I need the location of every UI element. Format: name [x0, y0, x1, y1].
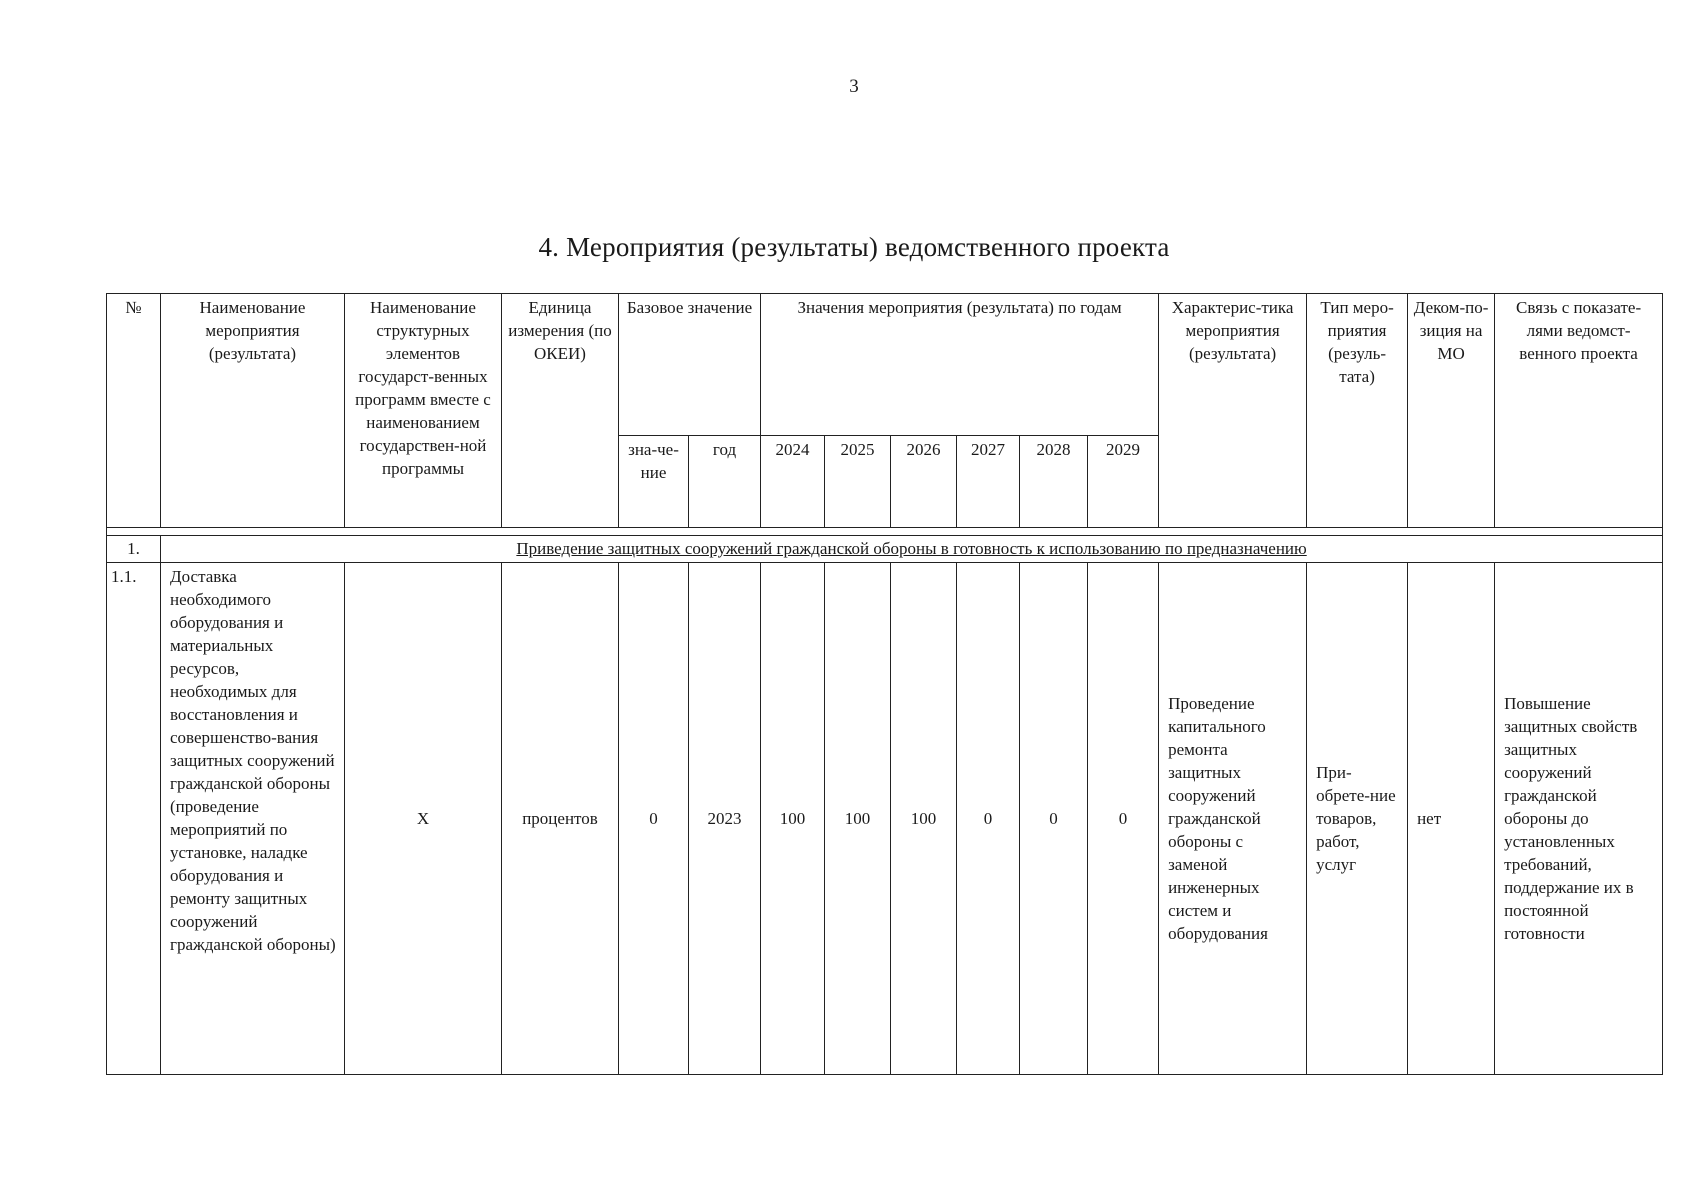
section-title-text: Приведение защитных сооружений гражданской обороны в готовность к использованию по предназначению [516, 539, 1307, 558]
header-year-2029: 2029 [1088, 436, 1159, 528]
row-decomposition: нет [1408, 563, 1495, 1075]
header-year-2027: 2027 [957, 436, 1020, 528]
table-row [107, 563, 1663, 1075]
row-base-value: 0 [619, 563, 689, 1075]
section-row [107, 536, 1663, 563]
header-name: Наименование мероприятия (результата) [161, 294, 345, 528]
header-row-1 [107, 294, 1663, 436]
header-type: Тип меро-приятия (резуль-тата) [1307, 294, 1408, 528]
section-title [161, 536, 1663, 563]
row-link: Повышение защитных свойств защитных сооружений гражданской обороны до установленных требований, поддержание их в постоянной готовности [1495, 563, 1663, 1075]
header-base-value-value: зна-че-ние [619, 436, 689, 528]
header-year-2024: 2024 [761, 436, 825, 528]
row-value-2027: 0 [957, 563, 1020, 1075]
row-unit: процентов [502, 563, 619, 1075]
section-num: 1. [107, 536, 161, 563]
row-structural-elements: Х [345, 563, 502, 1075]
row-characteristic: Проведение капитального ремонта защитных сооружений гражданской обороны с заменой инженерных систем и оборудования [1159, 563, 1307, 1075]
header-link: Связь с показате-лями ведомст-венного проекта [1495, 294, 1663, 528]
row-type: При-обрете-ние товаров, работ, услуг [1307, 563, 1408, 1075]
row-name: Доставка необходимого оборудования и материальных ресурсов, необходимых для восстановления и совершенство-вания защитных сооружений гражданской обороны (проведение мероприятий по установке, наладке оборудования и ремонту защитных сооружений гражданской обороны) [161, 563, 345, 1075]
header-decomposition: Деком-по-зиция на МО [1408, 294, 1495, 528]
header-values-by-year: Значения мероприятия (результата) по годам [761, 294, 1159, 436]
page-title: 4. Мероприятия (результаты) ведомственного проекта [538, 232, 1170, 262]
row-value-2026: 100 [891, 563, 957, 1075]
row-value-2025: 100 [825, 563, 891, 1075]
header-structural-elements: Наименование структурных элементов государст-венных программ вместе с наименованием государствен-ной программы [345, 294, 502, 528]
header-year-2028: 2028 [1020, 436, 1088, 528]
header-year-2026: 2026 [891, 436, 957, 528]
page-number: 3 [849, 76, 859, 97]
row-value-2028: 0 [1020, 563, 1088, 1075]
header-base-value-year: год [689, 436, 761, 528]
separator-row [107, 528, 1663, 536]
row-value-2024: 100 [761, 563, 825, 1075]
row-num: 1.1. [107, 563, 161, 1075]
row-value-2029: 0 [1088, 563, 1159, 1075]
header-characteristic: Характерис-тика мероприятия (результата) [1159, 294, 1307, 528]
header-base-value: Базовое значение [619, 294, 761, 436]
header-unit: Единица измерения (по ОКЕИ) [502, 294, 619, 528]
row-base-year: 2023 [689, 563, 761, 1075]
header-year-2025: 2025 [825, 436, 891, 528]
measures-table [106, 293, 1663, 1075]
header-num: № [107, 294, 161, 528]
